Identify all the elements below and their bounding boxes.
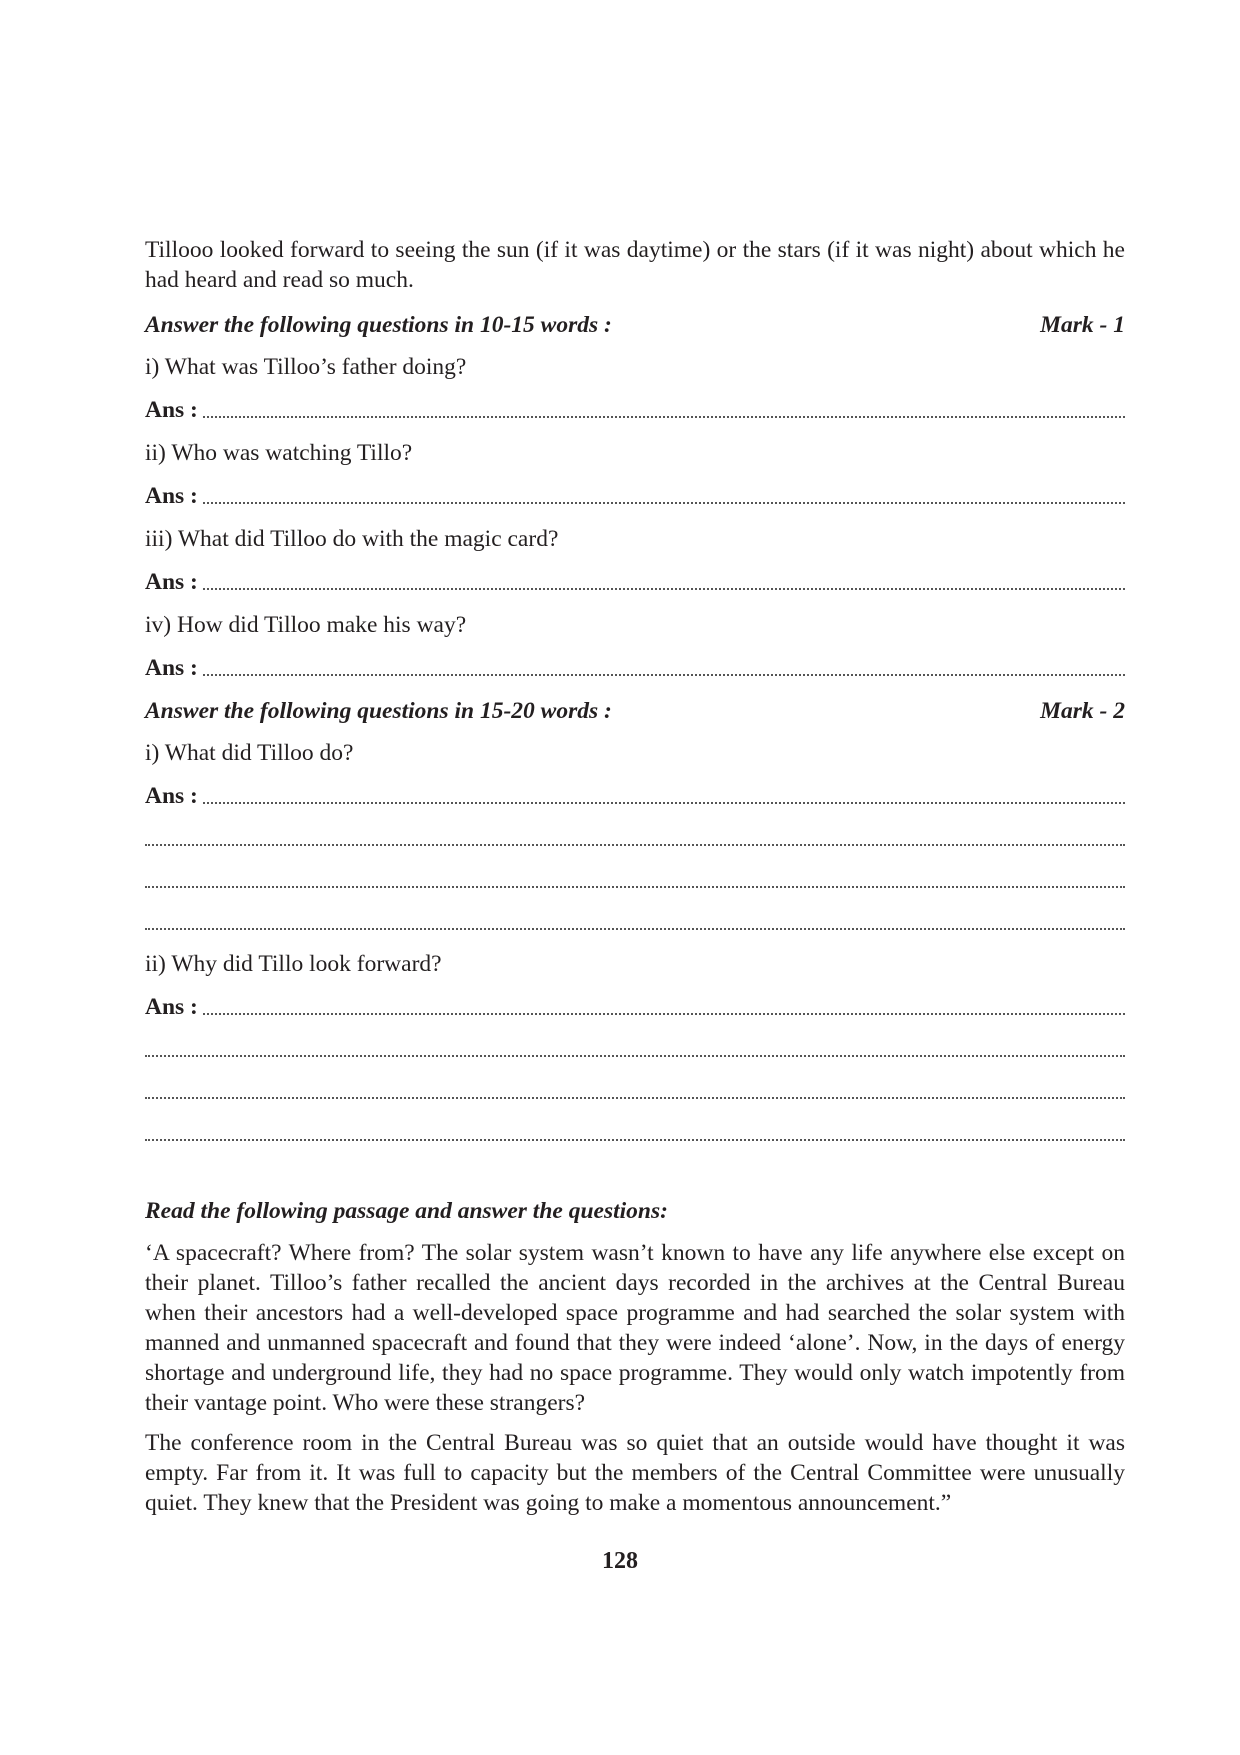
dotted-line xyxy=(145,1118,1125,1141)
dotted-line xyxy=(145,907,1125,930)
answer-label: Ans : xyxy=(145,655,198,681)
section2-instruction: Answer the following questions in 15-20 words : xyxy=(145,698,612,724)
dotted-line xyxy=(203,653,1125,676)
question-1-3: iii) What did Tilloo do with the magic card? xyxy=(145,526,559,552)
section1-instruction: Answer the following questions in 10-15 words : xyxy=(145,312,612,338)
dotted-line xyxy=(145,1076,1125,1099)
section2-heading xyxy=(145,696,1125,726)
passage-heading: Read the following passage and answer the questions: xyxy=(145,1198,668,1224)
section2-mark: Mark - 2 xyxy=(1040,698,1125,724)
answer-line-2-2[interactable] xyxy=(145,992,1125,1022)
answer-label: Ans : xyxy=(145,994,198,1020)
answer-line-extra[interactable] xyxy=(145,1076,1125,1106)
dotted-line xyxy=(145,823,1125,846)
answer-label: Ans : xyxy=(145,783,198,809)
question-2-1: i) What did Tilloo do? xyxy=(145,740,354,766)
answer-line-2-1[interactable] xyxy=(145,781,1125,811)
section1-heading xyxy=(145,310,1125,340)
answer-line-extra[interactable] xyxy=(145,907,1125,937)
dotted-line xyxy=(203,992,1125,1015)
passage-paragraph-1: ‘A spacecraft? Where from? The solar system wasn’t known to have any life anywhere else except on their planet. Tilloo’s father recalled the ancient days recorded in the archives at the Central Bureau when their ancestors had a well-developed space programme and had searched the solar system with manned and unmanned spacecraft and found that they were indeed ‘alone’. Now, in the days of energy shortage and underground life, they had no space programme. They would only watch impotently from their vantage point. Who were these strangers? xyxy=(145,1240,1125,1416)
answer-line-1-1[interactable] xyxy=(145,395,1125,425)
question-1-4: iv) How did Tilloo make his way? xyxy=(145,612,467,638)
question-2-2: ii) Why did Tillo look forward? xyxy=(145,951,442,977)
answer-line-extra[interactable] xyxy=(145,865,1125,895)
question-1-1: i) What was Tilloo’s father doing? xyxy=(145,354,467,380)
answer-label: Ans : xyxy=(145,483,198,509)
answer-line-extra[interactable] xyxy=(145,1118,1125,1148)
answer-line-extra[interactable] xyxy=(145,823,1125,853)
dotted-line xyxy=(203,395,1125,418)
question-1-2: ii) Who was watching Tillo? xyxy=(145,440,413,466)
dotted-line xyxy=(145,865,1125,888)
passage-paragraph-2: The conference room in the Central Bureau was so quiet that an outside would have thought it was empty. Far from it. It was full to capacity but the members of the Central Committee were unusually quiet. They knew that the President was going to make a momentous announcement.” xyxy=(145,1430,1125,1516)
answer-line-1-4[interactable] xyxy=(145,653,1125,683)
answer-line-1-2[interactable] xyxy=(145,481,1125,511)
worksheet-page xyxy=(145,235,1125,1518)
answer-line-1-3[interactable] xyxy=(145,567,1125,597)
dotted-line xyxy=(203,781,1125,804)
section1-mark: Mark - 1 xyxy=(1040,312,1125,338)
dotted-line xyxy=(203,567,1125,590)
dotted-line xyxy=(203,481,1125,504)
intro-text: Tillooo looked forward to seeing the sun (if it was daytime) or the stars (if it was night) about which he had heard and read so much. xyxy=(145,237,1125,293)
answer-line-extra[interactable] xyxy=(145,1034,1125,1064)
page-number: 128 xyxy=(602,1548,638,1574)
dotted-line xyxy=(145,1034,1125,1057)
answer-label: Ans : xyxy=(145,569,198,595)
answer-label: Ans : xyxy=(145,397,198,423)
